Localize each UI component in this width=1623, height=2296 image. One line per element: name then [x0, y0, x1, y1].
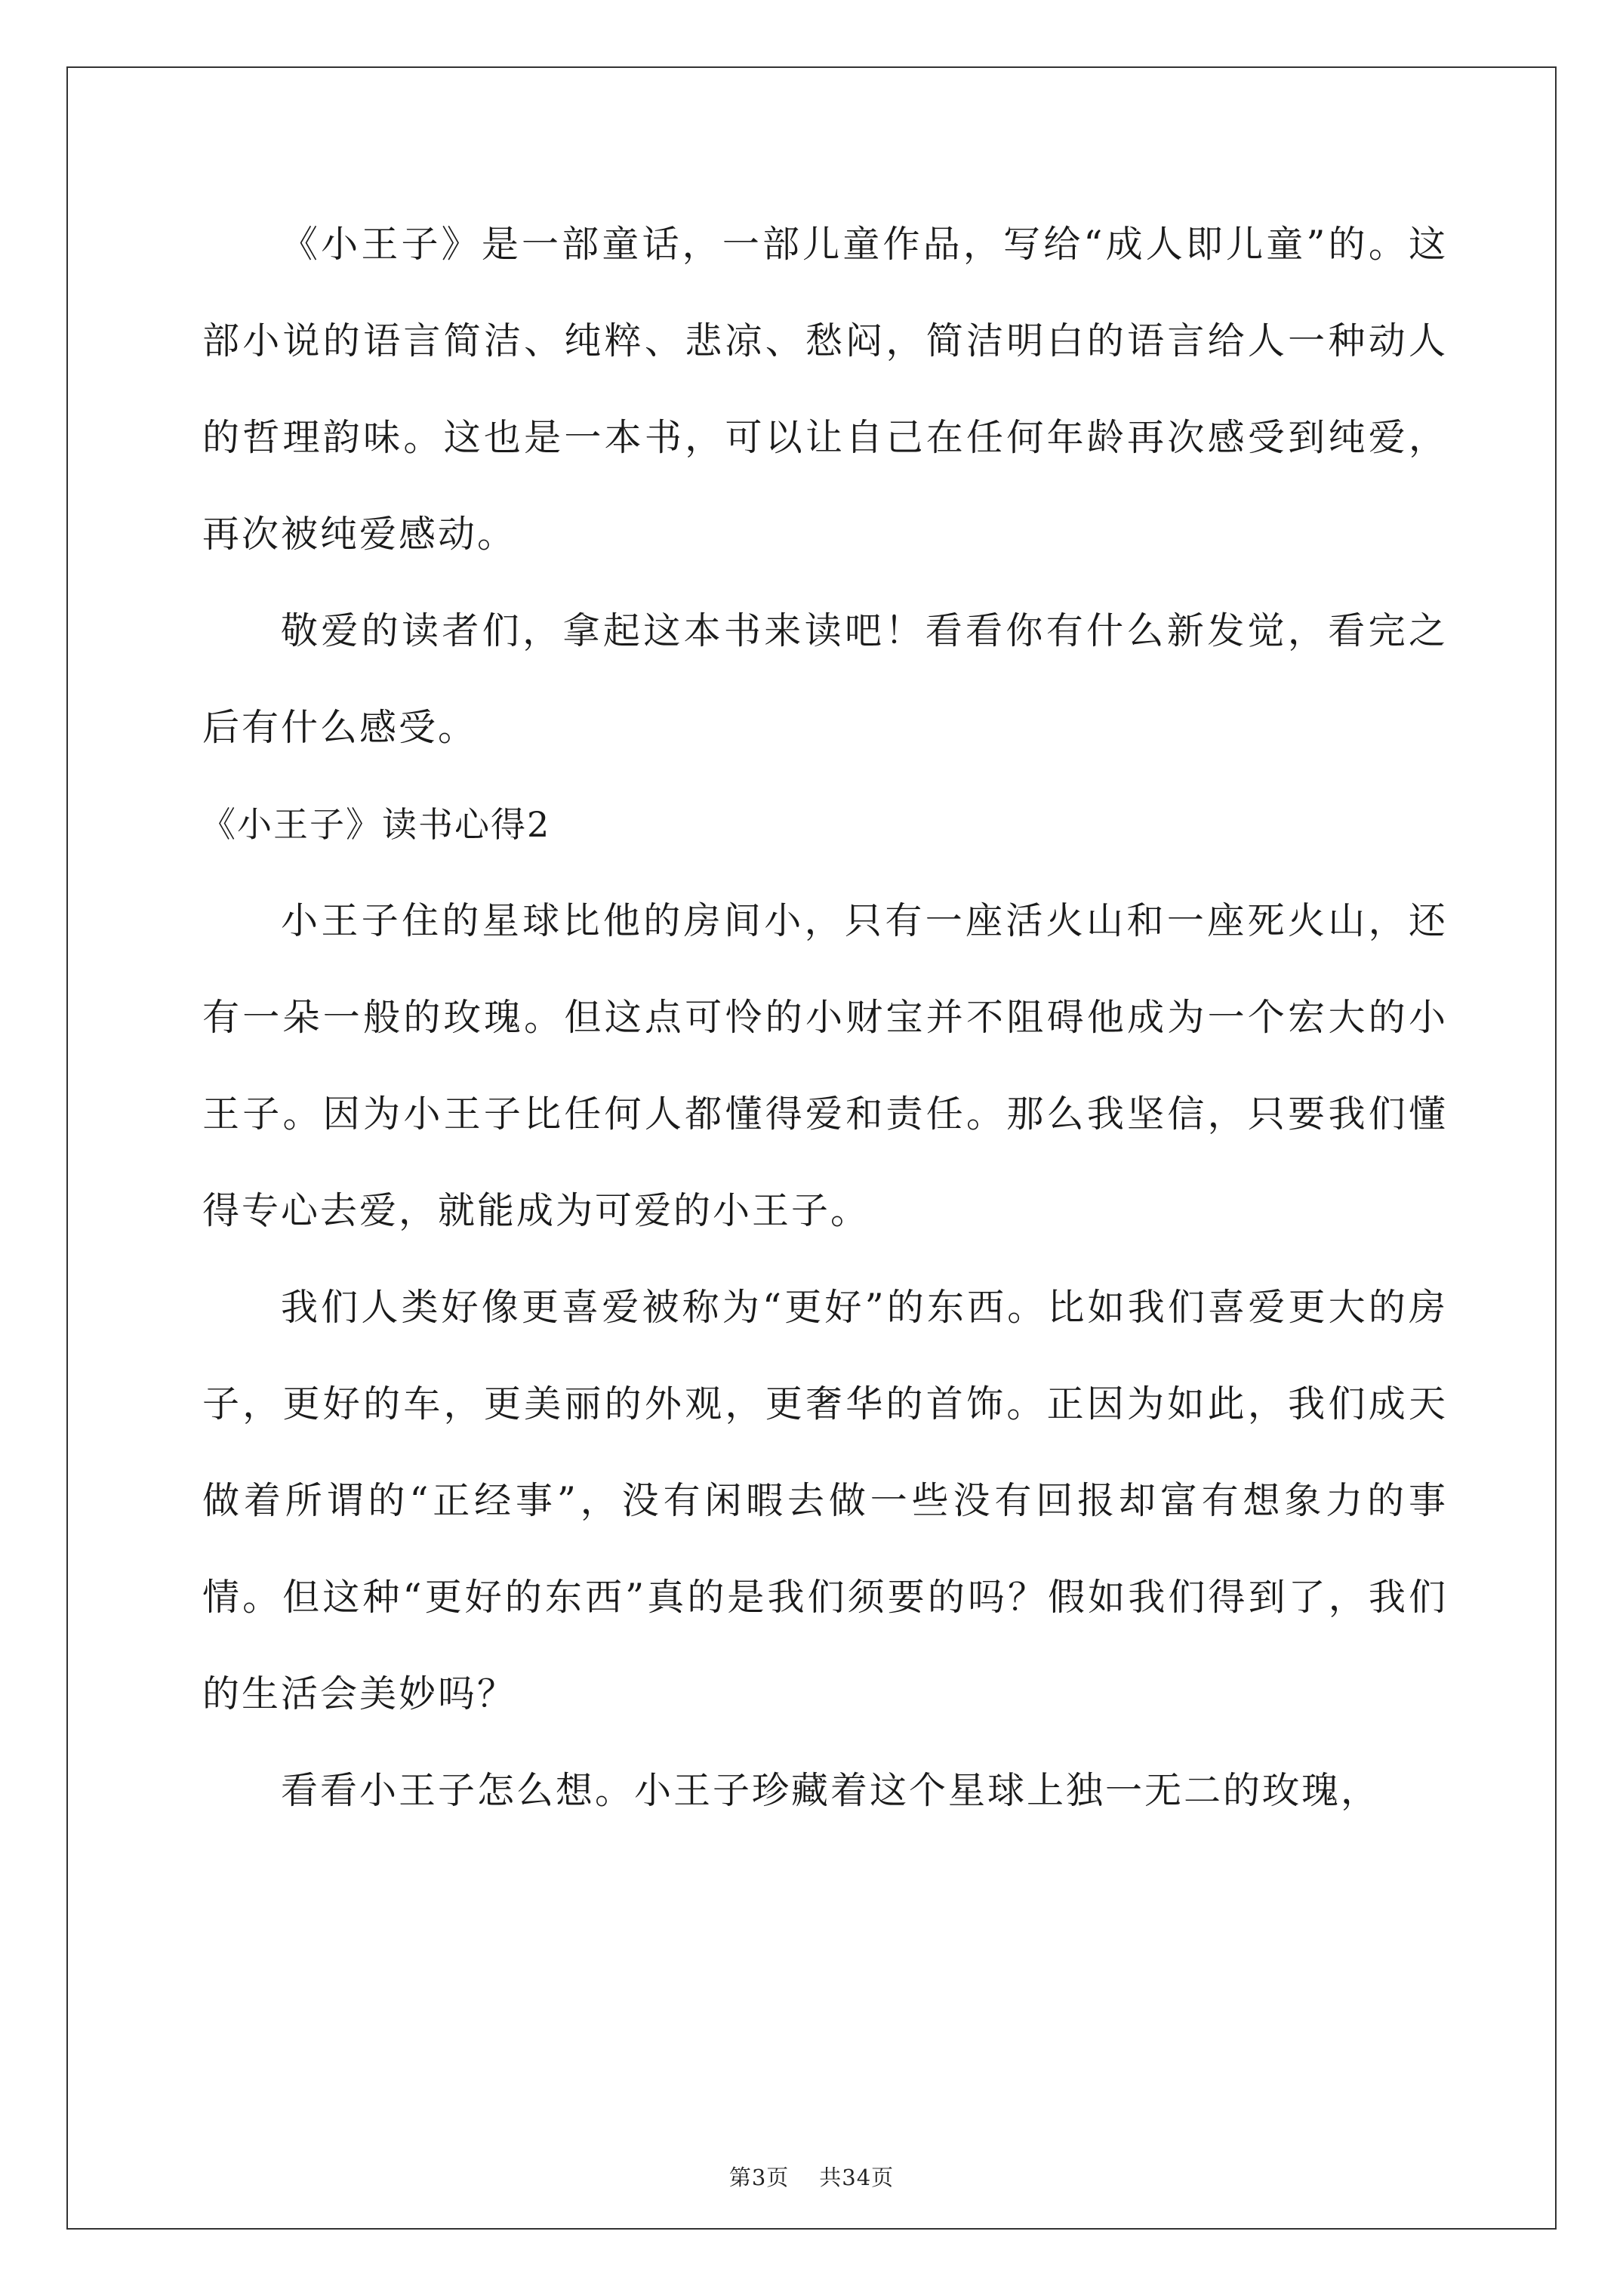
- paragraph-readers: 敬爱的读者们，拿起这本书来读吧！看看你有什么新发觉，看完之后有什么感受。: [202, 609, 1448, 749]
- paragraph-better-things: 我们人类好像更喜爱被称为“更好”的东西。比如我们喜爱更大的房子，更好的车，更美丽的外观，更奢华的首饰。正因为如此，我们成天做着所谓的“正经事”，没有闲暇去做一些没有回报却富有想象力的事情。但这种“更好的东西”真的是我们须要的吗？假如我们得到了，我们的生活会美妙吗？: [202, 1286, 1448, 1715]
- paragraph-intro: 《小王子》是一部童话，一部儿童作品，写给“成人即儿童”的。这部小说的语言简洁、纯粹、悲凉、愁闷，简洁明白的语言给人一种动人的哲理韵味。这也是一本书，可以让自己在任何年龄再次感受到纯爱，再次被纯爱感动。: [202, 223, 1448, 556]
- page-total: 共34页: [819, 2165, 895, 2190]
- page-footer: [0, 2161, 1623, 2192]
- section-heading: 《小王子》读书心得2: [201, 804, 551, 845]
- paragraph-rose: 看看小王子怎么想。小王子珍藏着这个星球上独一无二的玫瑰，: [281, 1769, 1381, 1812]
- paragraph-planet: 小王子住的星球比他的房间小，只有一座活火山和一座死火山，还有一朵一般的玫瑰。但这点可怜的小财宝并不阻碍他成为一个宏大的小王子。因为小王子比任何人都懂得爱和责任。那么我坚信，只要我们懂得专心去爱，就能成为可爱的小王子。: [202, 899, 1448, 1232]
- document-body: [202, 196, 1448, 1839]
- page-number: 第3页: [728, 2165, 790, 2190]
